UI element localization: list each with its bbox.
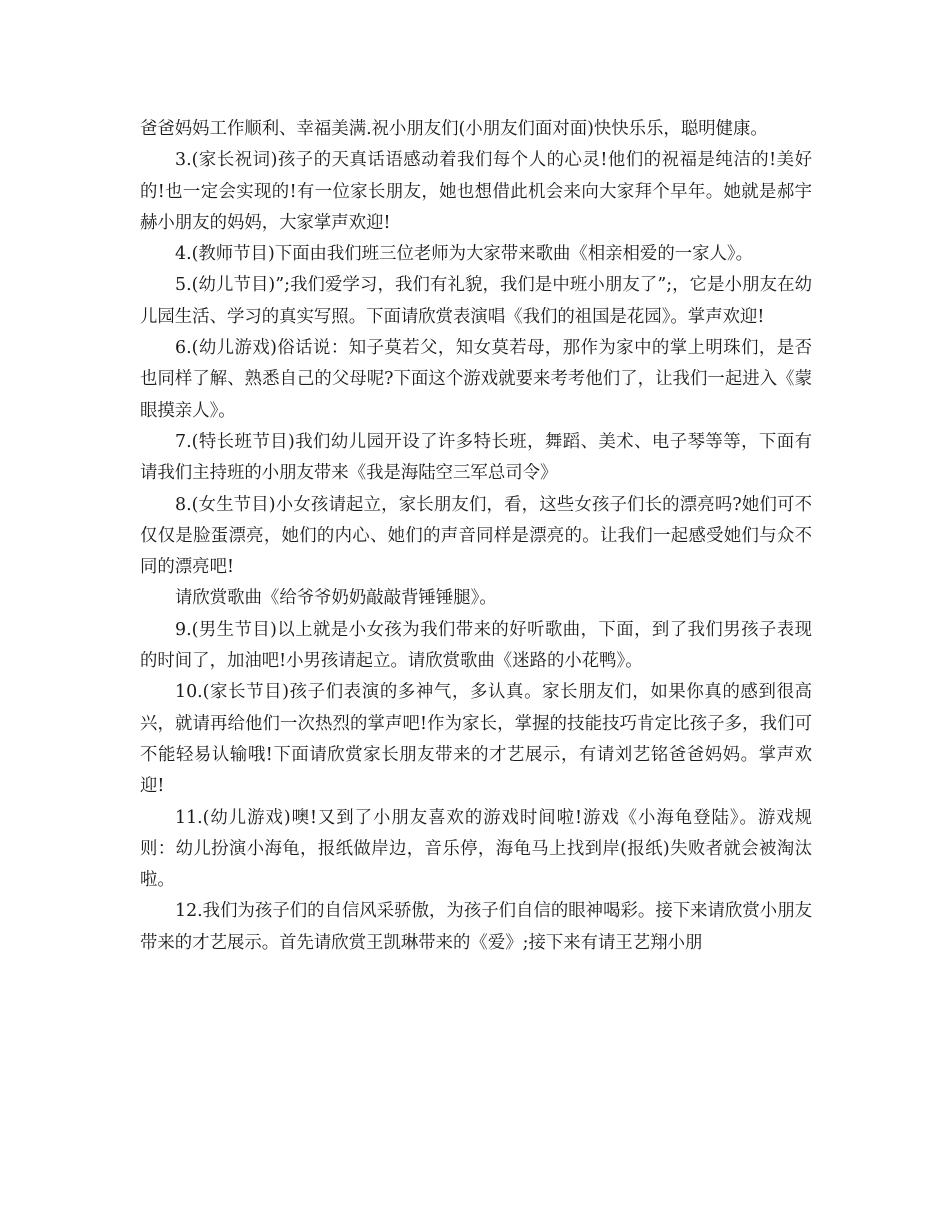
- paragraph-11: 11.(幼儿游戏)噢!又到了小朋友喜欢的游戏时间啦!游戏《小海龟登陆》。游戏规则：幼儿扮演小海龟，报纸做岸边，音乐停，海龟马上找到岸(报纸)失败者就会被淘汰啦。: [140, 807, 812, 891]
- paragraph-7: 8.(女生节目)小女孩请起立，家长朋友们，看，这些女孩子们长的漂亮吗?她们可不仅仅是脸蛋漂亮，她们的内心、她们的声音同样是漂亮的。让我们一起感受她们与众不同的漂亮吧!: [140, 494, 812, 578]
- paragraph-8: 请欣赏歌曲《给爷爷奶奶敲敲背锤锤腿》。: [175, 588, 497, 609]
- document-body: [140, 114, 812, 959]
- paragraph-10: 10.(家长节目)孩子们表演的多神气，多认真。家长朋友们，如果你真的感到很高兴，就请再给他们一次热烈的掌声吧!作为家长，掌握的技能技巧肯定比孩子多，我们可不能轻易认输哦!下面请欣赏家长朋友带来的才艺展示，有请刘艺铭爸爸妈妈。掌声欢迎!: [140, 682, 812, 797]
- paragraph-9: 9.(男生节目)以上就是小女孩为我们带来的好听歌曲，下面，到了我们男孩子表现的时间了，加油吧!小男孩请起立。请欣赏歌曲《迷路的小花鸭》。: [140, 619, 812, 672]
- paragraph-12: 12.我们为孩子们的自信风采骄傲，为孩子们自信的眼神喝彩。接下来请欣赏小朋友带来的才艺展示。首先请欣赏王凯琳带来的《爱》;接下来有请王艺翔小朋: [140, 901, 812, 953]
- paragraph-4: 5.(幼儿节目)”;我们爱学习，我们有礼貌，我们是中班小朋友了”;，它是小朋友在幼儿园生活、学习的真实写照。下面请欣赏表演唱《我们的祖国是花园》。掌声欢迎!: [140, 275, 812, 327]
- paragraph-6: 7.(特长班节目)我们幼儿园开设了许多特长班，舞蹈、美术、电子琴等等，下面有请我们主持班的小朋友带来《我是海陆空三军总司令》: [140, 431, 812, 484]
- paragraph-5: 6.(幼儿游戏)俗话说：知子莫若父，知女莫若母，那作为家中的掌上明珠们，是否也同样了解、熟悉自己的父母呢?下面这个游戏就要来考考他们了，让我们一起进入《蒙眼摸亲人》。: [140, 338, 812, 421]
- paragraph-2: 3.(家长祝词)孩子的天真话语感动着我们每个人的心灵!他们的祝福是纯洁的!美好的!也一定会实现的!有一位家长朋友，她也想借此机会来向大家拜个早年。她就是郝宇赫小朋友的妈妈，大家掌声欢迎!: [140, 150, 812, 233]
- paragraph-1: 爸爸妈妈工作顺利、幸福美满.祝小朋友们(小朋友们面对面)快快乐乐，聪明健康。: [140, 119, 768, 139]
- paragraph-3: 4.(教师节目)下面由我们班三位老师为大家带来歌曲《相亲相爱的一家人》。: [175, 244, 753, 265]
